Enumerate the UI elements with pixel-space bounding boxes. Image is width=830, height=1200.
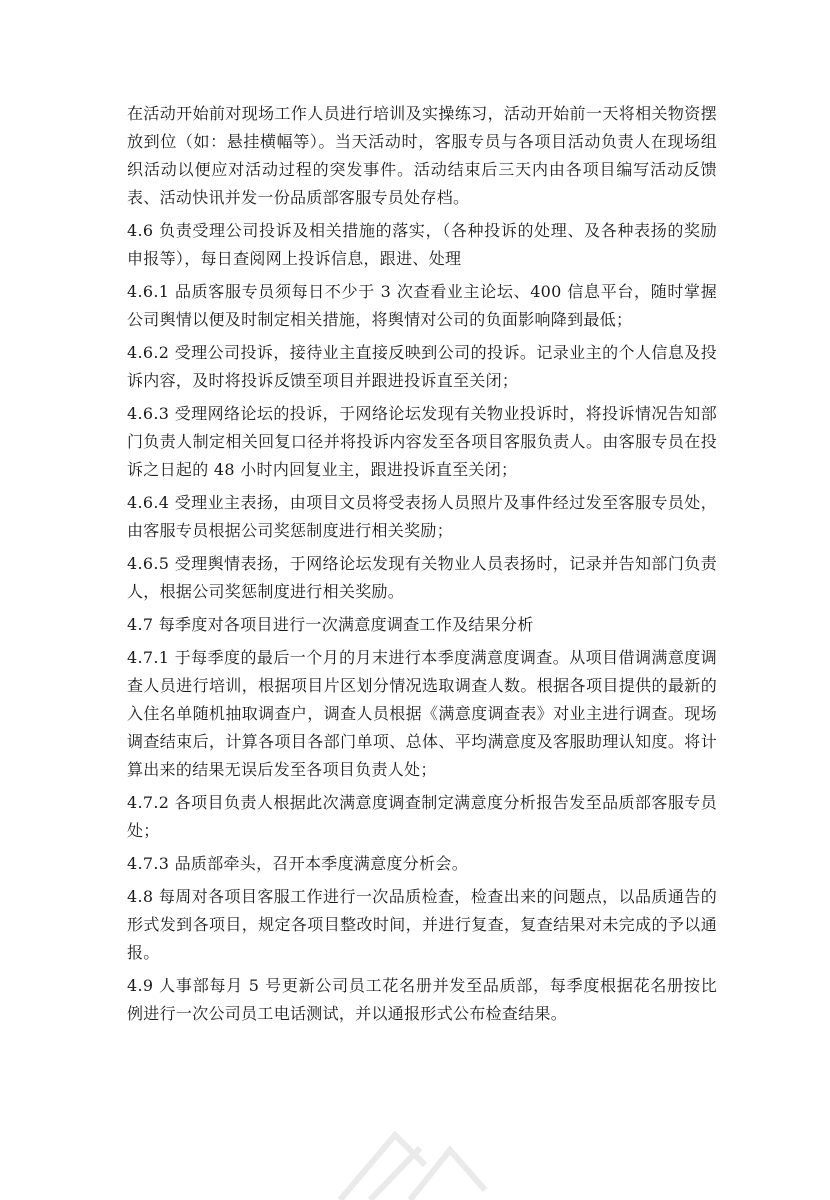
document-body (127, 100, 717, 1033)
paragraph-4-7-1: 4.7.1 于每季度的最后一个月的月末进行本季度满意度调查。从项目借调满意度调查人员进行培训，根据项目片区划分情况选取调查人数。根据各项目提供的最新的入住名单随机抽取调查户，调查人员根据《满意度调查表》对业主进行调查。现场调查结束后，计算各项目各部门单项、总体、平均满意度及客服助理认知度。将计算出来的结果无误后发至各项目负责人处； (127, 648, 717, 779)
paragraph-4-6-1: 4.6.1 品质客服专员须每日不少于 3 次查看业主论坛、400 信息平台，随时掌握公司舆情以便及时制定相关措施，将舆情对公司的负面影响降到最低； (127, 282, 717, 329)
paragraph-4-7-3: 4.7.3 品质部牵头，召开本季度满意度分析会。 (127, 854, 468, 873)
paragraph-4-8: 4.8 每周对各项目客服工作进行一次品质检查，检查出来的问题点，以品质通告的形式发到各项目，规定各项目整改时间，并进行复查，复查结果对未完成的予以通报。 (127, 887, 717, 962)
paragraph-4-6-2: 4.6.2 受理公司投诉，接待业主直接反映到公司的投诉。记录业主的个人信息及投诉内容，及时将投诉反馈至项目并跟进投诉直至关闭； (127, 343, 717, 390)
paragraph-4-7-2: 4.7.2 各项目负责人根据此次满意度调查制定满意度分析报告发至品质部客服专员处； (127, 793, 717, 840)
watermark-logo (300, 1080, 520, 1200)
paragraph-4-9: 4.9 人事部每月 5 号更新公司员工花名册并发至品质部，每季度根据花名册按比例进行一次公司员工电话测试，并以通报形式公布检查结果。 (127, 976, 717, 1023)
paragraph-4-6-5: 4.6.5 受理舆情表扬，于网络论坛发现有关物业人员表扬时，记录并告知部门负责人，根据公司奖惩制度进行相关奖励。 (127, 554, 717, 601)
paragraph-4-6-4: 4.6.4 受理业主表扬，由项目文员将受表扬人员照片及事件经过发至客服专员处，由客服专员根据公司奖惩制度进行相关奖励； (127, 493, 717, 540)
paragraph-4-7: 4.7 每季度对各项目进行一次满意度调查工作及结果分析 (127, 615, 534, 634)
paragraph-4-6: 4.6 负责受理公司投诉及相关措施的落实，（各种投诉的处理、及各种表扬的奖励申报等），每日查阅网上投诉信息，跟进、处理 (127, 221, 717, 268)
paragraph-activity-intro: 在活动开始前对现场工作人员进行培训及实操练习，活动开始前一天将相关物资摆放到位（如：悬挂横幅等）。当天活动时，客服专员与各项目活动负责人在现场组织活动以便应对活动过程的突发事件。活动结束后三天内由各项目编写活动反馈表、活动快讯并发一份品质部客服专员处存档。 (127, 104, 717, 207)
paragraph-4-6-3: 4.6.3 受理网络论坛的投诉，于网络论坛发现有关物业投诉时，将投诉情况告知部门负责人制定相关回复口径并将投诉内容发至各项目客服负责人。由客服专员在投诉之日起的 48 小时内回复业主，跟进投诉直至关闭； (127, 404, 717, 479)
